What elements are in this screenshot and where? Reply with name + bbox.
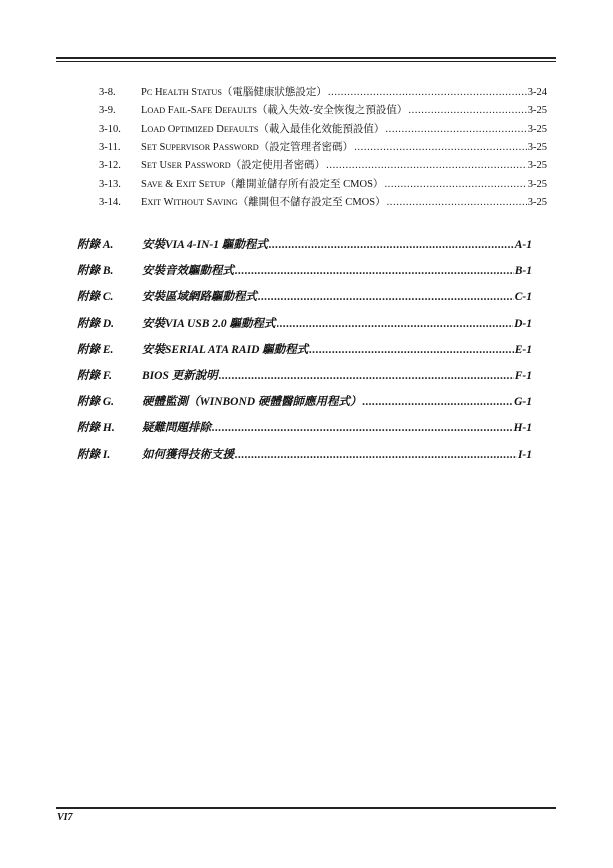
appendix-label: 附錄 F.	[77, 370, 112, 382]
dot-leader	[235, 265, 514, 277]
toc-section-number: 3-8.	[99, 87, 116, 98]
toc-section-number: 3-11.	[99, 141, 121, 153]
appendix-title: 安裝VIA USB 2.0 驅動程式	[142, 317, 276, 330]
dot-leader	[309, 344, 513, 356]
appendix-label: 附錄 I.	[77, 448, 111, 461]
appendix-row[interactable]	[77, 288, 532, 306]
toc-page-number: 3-25	[527, 141, 547, 153]
appendix-row[interactable]	[77, 262, 532, 280]
appendix-label: 附錄 E.	[77, 343, 114, 356]
toc-section-number: 3-12.	[99, 160, 121, 172]
appendix-page-number: E-1	[514, 343, 532, 356]
toc-page-number: 3-25	[527, 178, 547, 190]
dot-leader	[277, 318, 514, 330]
appendix-row[interactable]	[77, 341, 532, 359]
toc-row[interactable]	[99, 84, 547, 100]
toc-row[interactable]	[99, 176, 547, 192]
toc-page-number: 3-25	[527, 105, 547, 117]
dot-leader	[326, 160, 527, 171]
footer-model: VI7	[57, 812, 73, 823]
appendix-title: 安裝音效驅動程式	[142, 265, 234, 278]
toc-row[interactable]	[99, 121, 547, 137]
toc-page-number: 3-24	[527, 87, 547, 98]
appendix-title: 安裝區域網路驅動程式	[142, 291, 257, 304]
appendix-row[interactable]	[77, 446, 532, 464]
appendix-title: 疑難問題排除	[142, 422, 211, 435]
appendix-title: BIOS 更新說明	[142, 370, 218, 382]
appendix-row[interactable]	[77, 419, 532, 437]
appendix-page-number: H-1	[513, 422, 532, 435]
toc-section-title-cn: （電腦健康狀態設定）	[221, 87, 327, 98]
toc-section-title: SAVE & EXIT SETUP（離開並儲存所有設定至 CMOS）	[141, 178, 384, 190]
toc-section-title-cn: （載入最佳化效能預設值）	[258, 123, 385, 135]
toc-section-number: 3-13.	[99, 178, 121, 190]
appendix-label: 附錄 G.	[77, 396, 115, 409]
dot-leader	[387, 197, 527, 208]
toc-section-title: LOAD OPTIMIZED DEFAULTS（載入最佳化效能預設值）	[141, 123, 385, 135]
toc-section-title-cn: （離開但不儲存設定至 CMOS）	[237, 196, 386, 208]
toc-section-number: 3-14.	[99, 196, 121, 208]
toc-section-title-cn: （載入失效-安全恢復之預設值）	[256, 105, 408, 117]
dot-leader	[235, 449, 517, 461]
appendix-page-number: I-1	[517, 448, 532, 461]
dot-leader	[385, 124, 526, 135]
dot-leader	[219, 370, 514, 382]
appendix-page-number: A-1	[514, 239, 532, 251]
dot-leader	[269, 239, 514, 251]
toc-row[interactable]	[99, 157, 547, 173]
footer-rule	[56, 807, 556, 809]
toc-section-title: PC HEALTH STATUS（電腦健康狀態設定）	[141, 87, 327, 98]
toc-row[interactable]	[99, 194, 547, 210]
dot-leader	[258, 291, 514, 303]
toc-page-number: 3-25	[527, 123, 547, 135]
appendix-row[interactable]	[77, 367, 532, 385]
appendix-page-number: F-1	[514, 370, 532, 382]
toc-section-title: SET SUPERVISOR PASSWORD（設定管理者密碼）	[141, 141, 354, 153]
toc-page-number: 3-25	[527, 160, 547, 172]
appendix-label: 附錄 A.	[77, 239, 114, 251]
toc-section-title-cn: （設定管理者密碼）	[258, 141, 354, 153]
appendix-label: 附錄 C.	[77, 291, 114, 304]
appendix-row[interactable]	[77, 315, 532, 333]
toc-section-title: SET USER PASSWORD（設定使用者密碼）	[141, 160, 326, 172]
dot-leader	[384, 179, 526, 190]
toc-section-title-cn: （離開並儲存所有設定至 CMOS）	[225, 178, 384, 190]
appendix-label: 附錄 D.	[77, 317, 115, 330]
appendix-title: 安裝VIA 4-IN-1 驅動程式	[142, 239, 268, 251]
appendix-title: 如何獲得技術支援	[142, 448, 234, 461]
appendix-label: 附錄 H.	[77, 422, 115, 435]
toc-section-number: 3-10.	[99, 123, 121, 135]
appendix-row[interactable]	[77, 393, 532, 411]
header-rule	[56, 57, 556, 62]
appendix-page-number: D-1	[514, 317, 532, 330]
dot-leader	[408, 105, 526, 116]
appendix-row[interactable]	[77, 236, 532, 254]
toc-section-number: 3-9.	[99, 105, 116, 117]
toc-row[interactable]	[99, 102, 547, 118]
toc-section-title: LOAD FAIL-SAFE DEFAULTS（載入失效-安全恢復之預設值）	[141, 105, 408, 117]
appendix-page-number: C-1	[514, 291, 532, 304]
toc-section-title: EXIT WITHOUT SAVING（離開但不儲存設定至 CMOS）	[141, 196, 386, 208]
toc-page-number: 3-25	[527, 196, 547, 208]
dot-leader	[212, 422, 512, 434]
appendix-title: 硬體監測（WINBOND 硬體醫師應用程式）	[142, 396, 362, 409]
toc-section-title-cn: （設定使用者密碼）	[230, 160, 326, 172]
dot-leader	[362, 396, 513, 408]
appendix-page-number: G-1	[514, 396, 532, 409]
dot-leader	[354, 142, 527, 153]
appendix-label: 附錄 B.	[77, 265, 114, 278]
appendix-page-number: B-1	[514, 265, 532, 278]
appendix-title: 安裝SERIAL ATA RAID 驅動程式	[142, 343, 309, 356]
dot-leader	[328, 87, 527, 98]
toc-row[interactable]	[99, 139, 547, 155]
